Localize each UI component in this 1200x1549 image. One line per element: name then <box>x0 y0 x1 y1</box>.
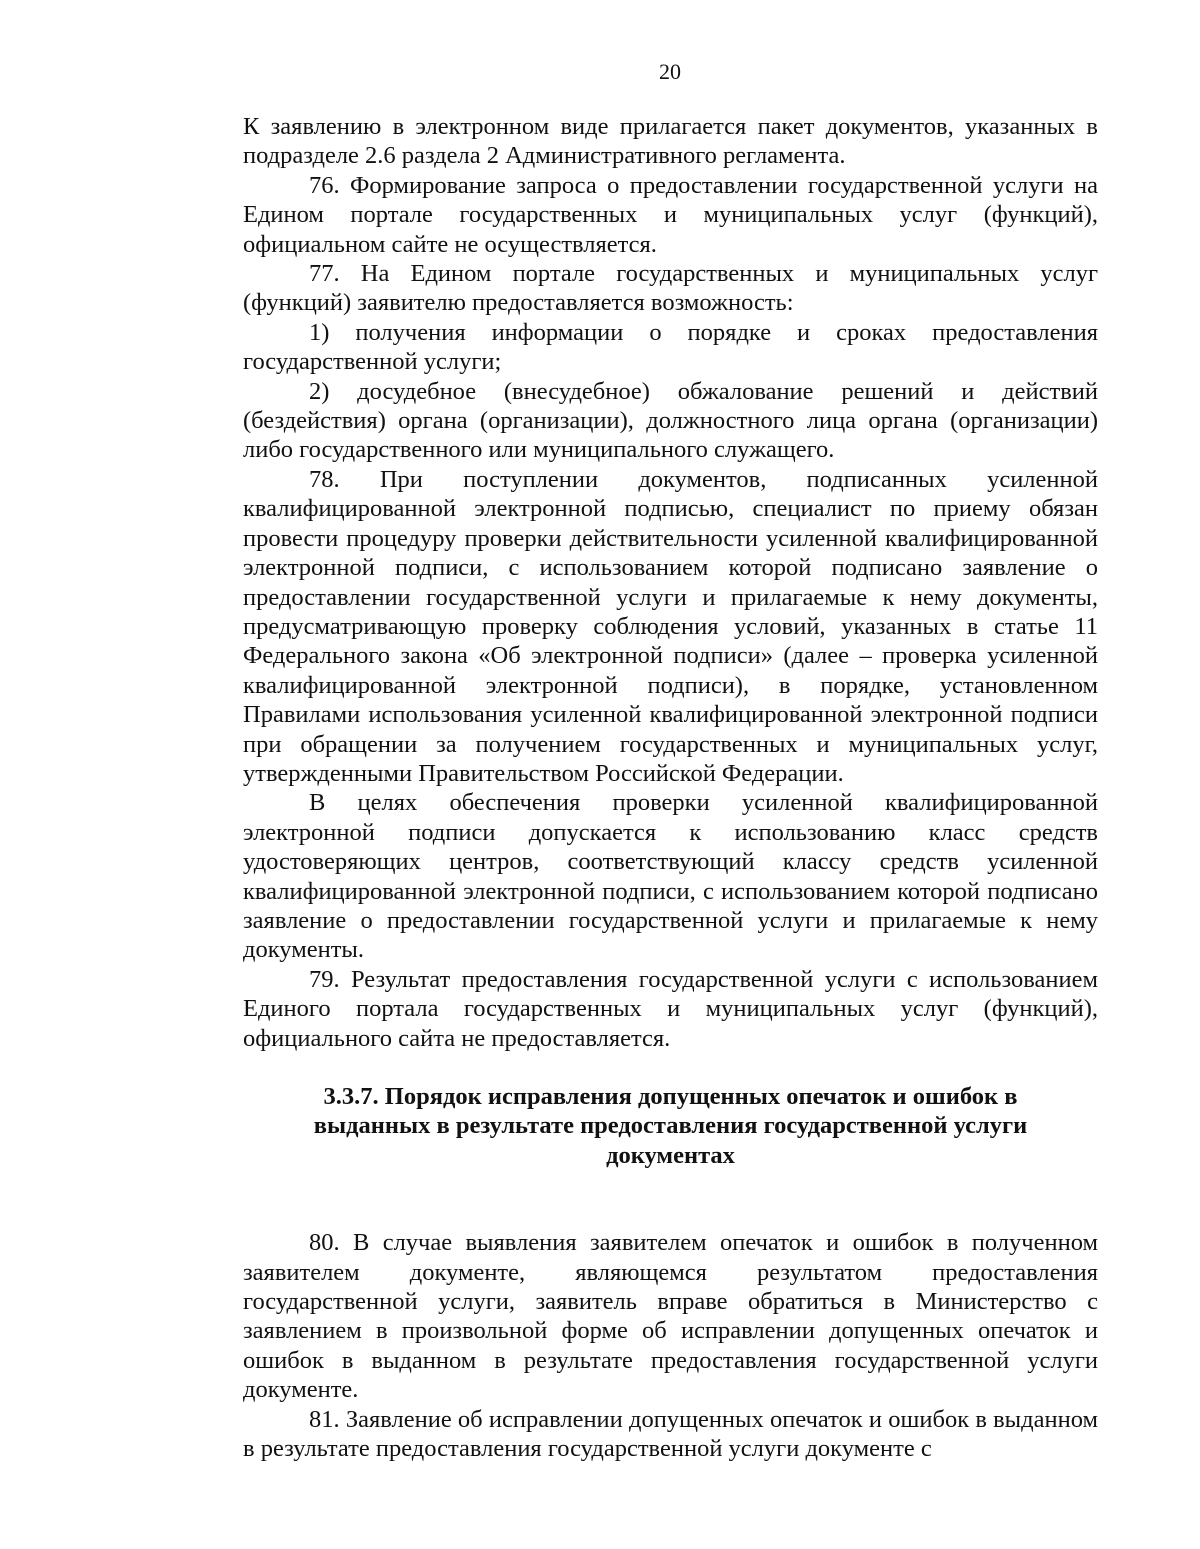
paragraph-81: 81. Заявление об исправлении допущенных опечаток и ошибок в выданном в результате предоставления государственной услуги документе с <box>243 1405 1098 1463</box>
paragraph-80: 80. В случае выявления заявителем опечаток и ошибок в полученном заявителем документе, являющемся результатом предоставления государственной услуги, заявитель вправе обратиться в Министерство с заявлением в произвольной форме об исправлении допущенных опечаток и ошибок в выданном в результате предоставления государственной услуги документе. <box>243 1229 1098 1404</box>
section-heading-line-1: 3.3.7. Порядок исправления допущенных опечаток и ошибок в <box>323 1083 1018 1110</box>
page-number: 20 <box>659 59 681 84</box>
paragraph-77: 77. На Едином портале государственных и муниципальных услуг (функций) заявителю предоставляется возможность: <box>243 260 1098 317</box>
section-heading-line-2: выданных в результате предоставления государственной услуги <box>313 1112 1028 1140</box>
list-item-2: 2) досудебное (внесудебное) обжалование решений и действий (бездействия) органа (организации), должностного лица органа (организации) либо государственного или муниципального служащего. <box>243 377 1098 464</box>
list-item-1: 1) получения информации о порядке и сроках предоставления государственной услуги; <box>243 318 1098 376</box>
paragraph-76: 76. Формирование запроса о предоставлении государственной услуги на Едином портале государственных и муниципальных услуг (функций), официальном сайте не осуществляется. <box>243 171 1098 258</box>
paragraph-79: 79. Результат предоставления государственной услуги с использованием Единого портала государственных и муниципальных услуг (функций), официального сайта не предоставляется. <box>243 965 1098 1052</box>
paragraph-78-verification: В целях обеспечения проверки усиленной квалифицированной электронной подписи допускается к использованию класс средств удостоверяющих центров, соответствующий классу средств усиленной квалифицированной электронной подписи, с использованием которой подписано заявление о предоставлении государственной услуги и прилагаемые к нему документы. <box>243 789 1098 964</box>
section-heading <box>243 1082 1098 1170</box>
document-body <box>243 112 1098 1463</box>
paragraph-attachments: К заявлению в электронном виде прилагается пакет документов, указанных в подразделе 2.6 раздела 2 Административного регламента. <box>243 113 1098 170</box>
section-heading-line-3: документах <box>606 1141 735 1169</box>
paragraph-78: 78. При поступлении документов, подписанных усиленной квалифицированной электронной подписью, специалист по приему обязан провести процедуру проверки действительности усиленной квалифицированной электронной подписи, с использованием которой подписано заявление о предоставлении государственной услуги и прилагаемые к нему документы, предусматривающую проверку соблюдения условий, указанных в статье 11 Федерального закона «Об электронной подписи» (далее – проверка усиленной квалифицированной электронной подписи), в порядке, установленном Правилами использования усиленной квалифицированной электронной подписи при обращении за получением государственных и муниципальных услуг, утвержденными Правительством Российской Федерации. <box>243 465 1098 787</box>
